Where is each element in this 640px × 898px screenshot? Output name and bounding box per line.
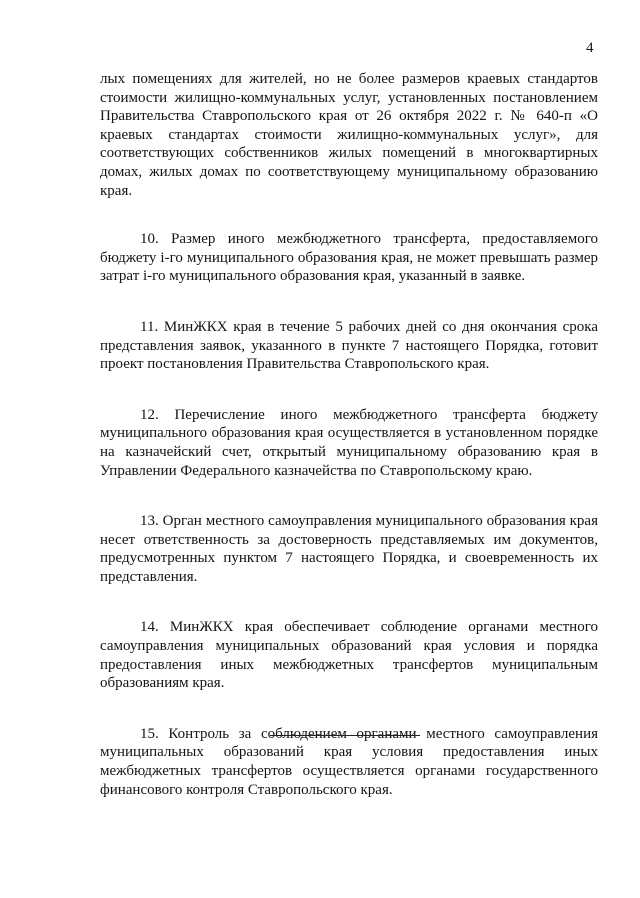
paragraph-11: 11. МинЖКХ края в течение 5 рабочих дней со дня окончания срока представления заявок, указанного в пункте 7 настоящего Порядка, готовит проект постановления Правительства Ставропольского края. xyxy=(100,318,598,373)
end-separator-line xyxy=(270,735,420,736)
paragraph-13: 13. Орган местного самоуправления муниципального образования края несет ответственность за достоверность представляемых им документов, предусмотренных пунктом 7 настоящего Порядка, и своевременность их представления. xyxy=(100,513,598,585)
paragraph-14: 14. МинЖКХ края обеспечивает соблюдение органами местного самоуправления муниципальных образований края условия и порядка предоставления иных межбюджетных трансфертов муниципальным образованиям края. xyxy=(100,619,598,692)
paragraph-15: 15. Контроль за соблюдением органами местного самоуправления муниципальных образований края условия предоставления иных межбюджетных трансфертов осуществляется органами государственного финансового контроля Ставропольского края. xyxy=(100,725,598,798)
paragraph-continuation: лых помещениях для жителей, но не более размеров краевых стандартов стоимости жилищно-коммунальных услуг, установленных постановлением Правительства Ставропольского края от 26 октября 2022 г. № 640-п «О краевых стандартах стоимости жилищно-коммунальных услуг», для соответствующих собственников жилых помещений в многоквартирных домах, жилых домах по соответствующему муниципальному образованию края. xyxy=(100,71,598,199)
paragraph-12: 12. Перечисление иного межбюджетного трансферта бюджету муниципального образования края осуществляется в установленном порядке на казначейский счет, открытый муниципальному образованию края в Управлении Федерального казначейства по Ставропольскому краю. xyxy=(100,406,598,479)
document-body xyxy=(100,70,598,831)
paragraph-10: 10. Размер иного межбюджетного трансферта, предоставляемого бюджету i-го муниципального образования края, не может превышать размер затрат i-го муниципального образования края, указанный в заявке. xyxy=(100,231,598,285)
page-number: 4 xyxy=(586,40,594,56)
